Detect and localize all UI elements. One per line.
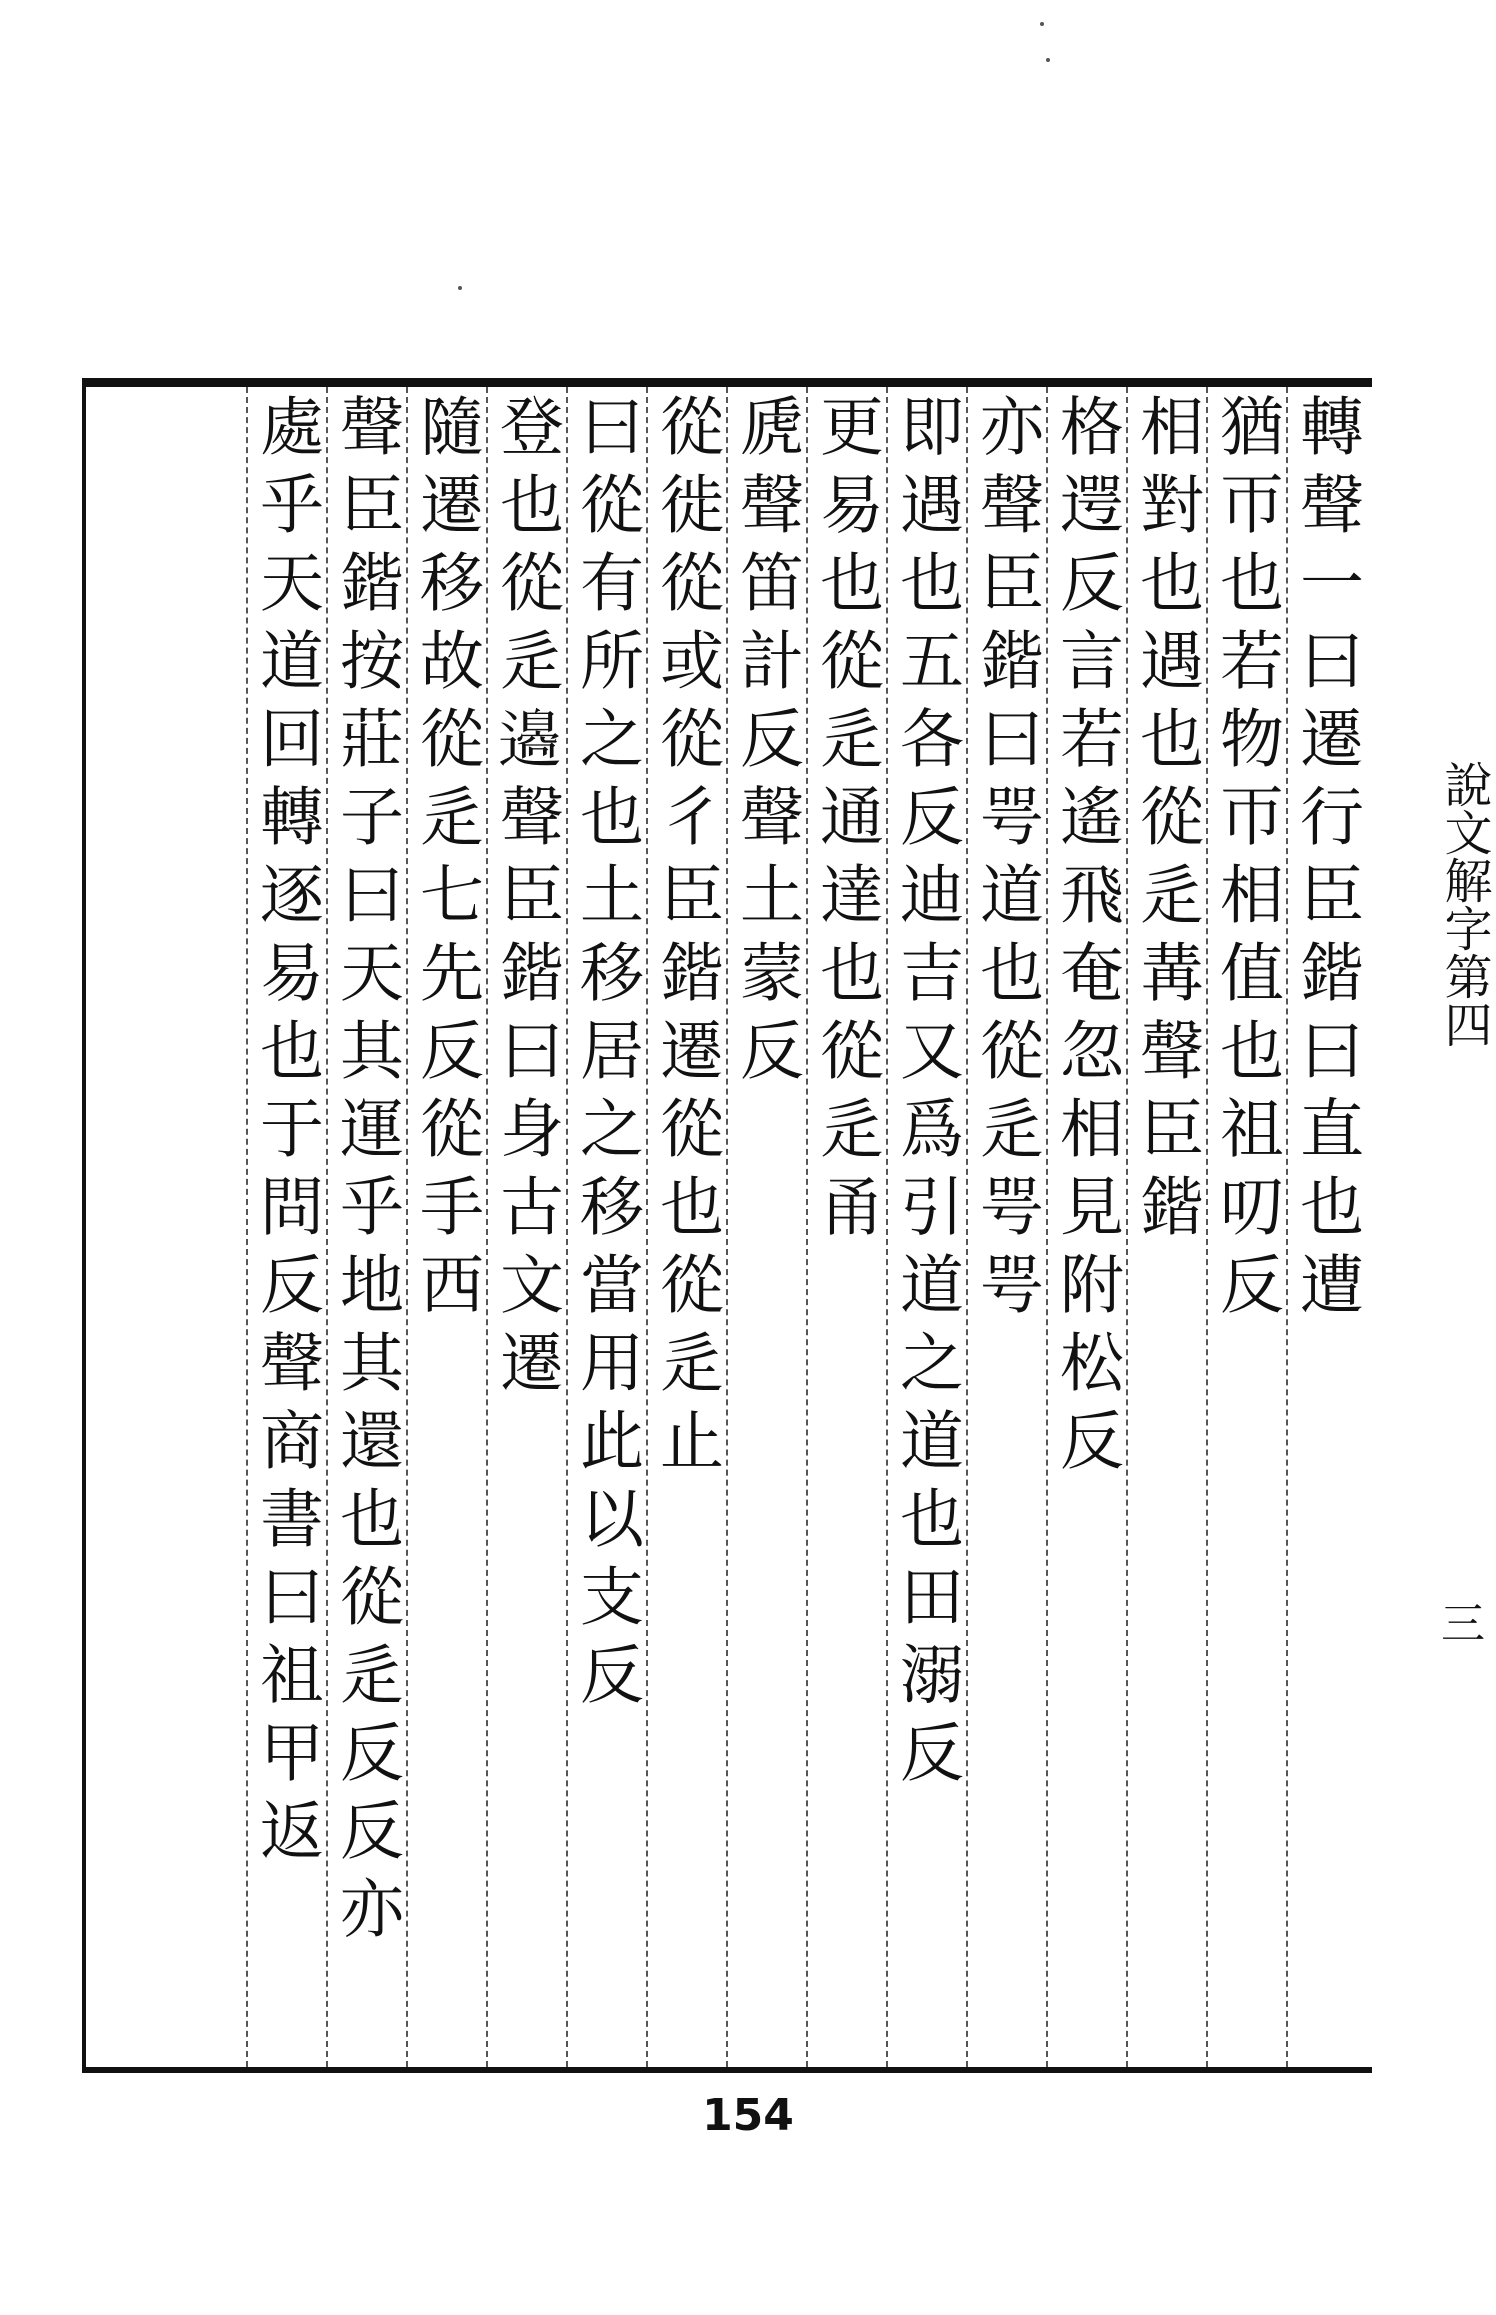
text-column: 格遌反言若遙飛奄忽相見附松反 <box>1046 387 1126 2067</box>
text-column: 即遇也五各反迪吉又爲引道之道也田溺反 <box>886 387 966 2067</box>
scan-speck <box>1046 58 1050 62</box>
text-column: 相對也遇也從辵冓聲臣鍇 <box>1126 387 1206 2067</box>
text-column: 猶帀也若物帀相值也祖叨反 <box>1206 387 1286 2067</box>
text-column: 虒聲笛計反聲土蒙反 <box>726 387 806 2067</box>
text-columns <box>86 387 1366 2067</box>
scan-speck <box>1040 22 1044 26</box>
text-column: 轉聲一曰遷行臣鍇曰直也遭 <box>1286 387 1366 2067</box>
margin-title: 說文解字第四 <box>1436 760 1492 1048</box>
text-column: 隨遷移故從辵七先反從手西 <box>406 387 486 2067</box>
text-column: 從徙從或從彳臣鍇遷從也從辵止 <box>646 387 726 2067</box>
text-column: 亦聲臣鍇曰咢道也從辵咢咢 <box>966 387 1046 2067</box>
text-column: 聲臣鍇按莊子曰天其運乎地其還也從辵反反亦 <box>326 387 406 2067</box>
page-number: 154 <box>702 2090 794 2141</box>
margin-page-label: 三 <box>1433 1600 1484 1644</box>
scan-speck <box>458 286 462 290</box>
text-column: 曰從有所之也土移居之移當用此以支反 <box>566 387 646 2067</box>
text-column: 更易也從辵通達也從辵甬 <box>806 387 886 2067</box>
text-column: 登也從辵𨘢聲臣鍇曰身古文遷 <box>486 387 566 2067</box>
text-column: 處乎天道回轉逐易也于問反聲商書曰祖甲返 <box>246 387 326 2067</box>
